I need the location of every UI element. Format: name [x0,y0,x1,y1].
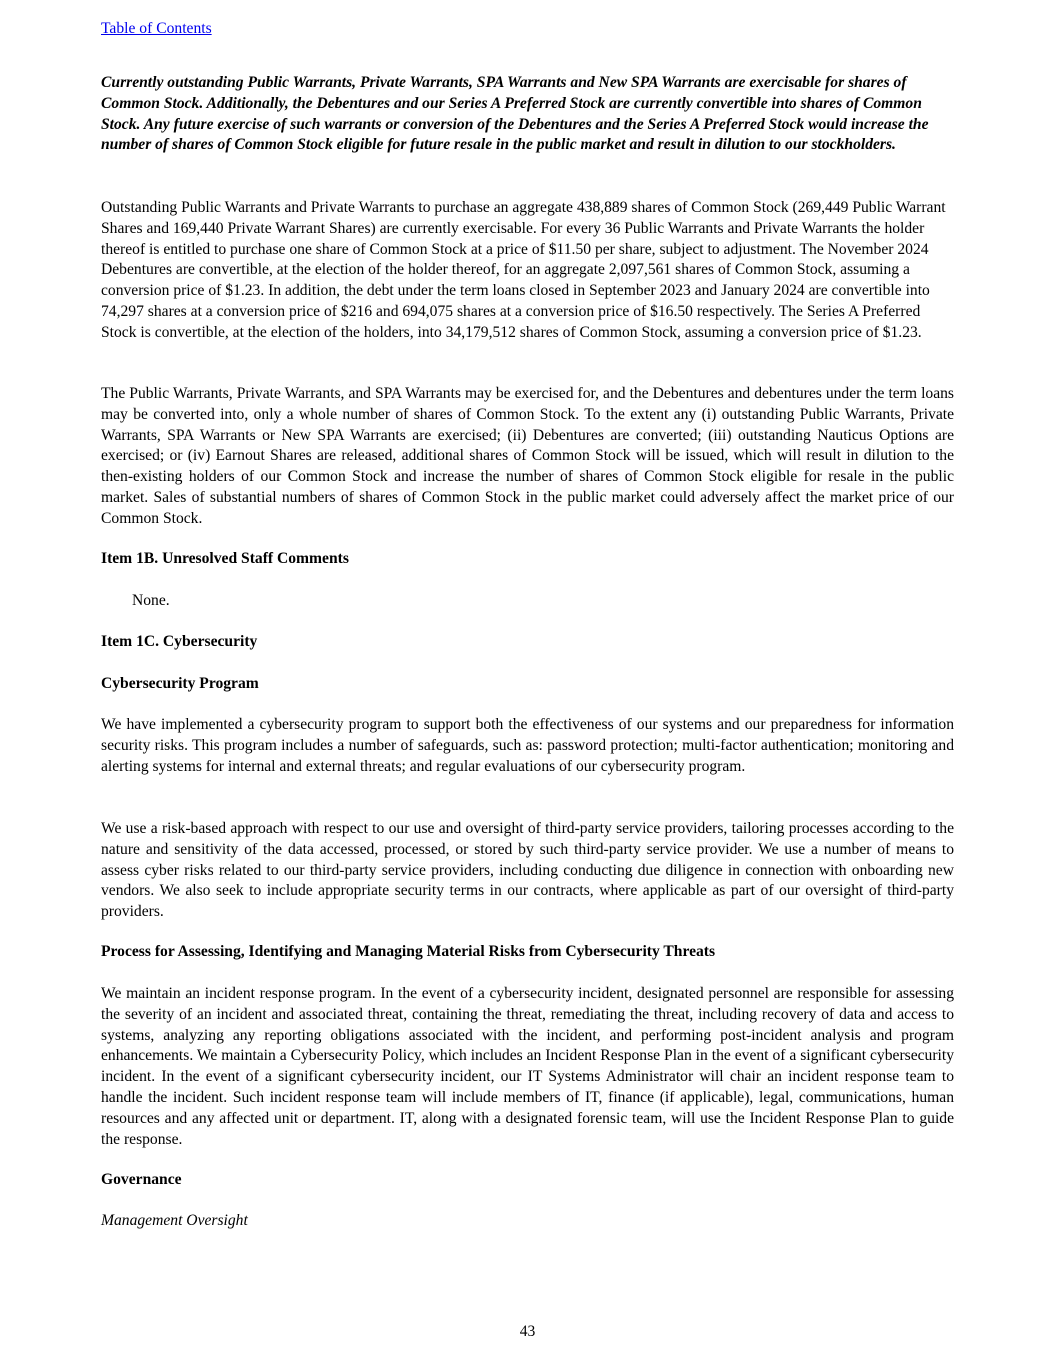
item-1b-body: None. [132,592,170,609]
governance-heading: Governance [101,1171,182,1188]
warrants-paragraph: Outstanding Public Warrants and Private Warrants to purchase an aggregate 438,889 shares of Common Stock (269,449 Public Warrant Shares and 169,440 Private Warrant Shares) are currently exercisable. For every 36 Public Warrants and Private Warrants the holder thereof is entitled to purchase one share of Common Stock at a price of $11.50 per share, subject to adjustment. The November 2024 Debentures are convertible, at the election of the holder thereof, for an aggregate 2,097,561 shares of Common Stock, assuming a conversion price of $1.23. In addition, the debt under the term loans closed in September 2023 and January 2024 are convertible into 74,297 shares at a conversion price of $216 and 694,075 shares at a conversion price of $16.50 respectively. The Series A Preferred Stock is convertible, at the election of the holders, into 34,179,512 shares of Common Stock, assuming a conversion price of $1.23. [101,199,946,341]
cybersecurity-program-paragraph: We have implemented a cybersecurity program to support both the effectiveness of our systems and our preparedness for information security risks. This program includes a number of safeguards, such as: password protection; multi-factor authentication; monitoring and alerting systems for internal and external threats; and regular evaluations of our cybersecurity program. [101,716,954,775]
item-1c-heading: Item 1C. Cybersecurity [101,633,258,650]
cybersecurity-program-heading: Cybersecurity Program [101,675,259,692]
incident-response-paragraph: We maintain an incident response program. In the event of a cybersecurity incident, designated personnel are responsible for assessing the severity of an incident and associated threat, containing the threat, remediating the threat, including recovery of data and access to systems, analyzing any reporting obligations associated with the incident, and performing post-incident analysis and program enhancements. We maintain a Cybersecurity Policy, which includes an Incident Response Plan in the event of a significant cybersecurity incident. In the event of a significant cybersecurity incident, our IT Systems Administrator will chair an incident response team to handle the incident. Such incident response team will include members of IT, finance (if applicable), legal, communications, human resources and any affected unit or department. IT, along with a designated forensic team, will use the Incident Response Plan to guide the response. [101,985,954,1148]
page-number: 43 [519,1323,536,1340]
management-oversight-subheading: Management Oversight [101,1212,248,1229]
third-party-paragraph: We use a risk-based approach with respect to our use and oversight of third-party service providers, tailoring processes according to the nature and sensitivity of the data accessed, processed, or stored by such third-party service provider. We use a number of means to assess cyber risks related to our third-party service providers, including conducting due diligence in connection with onboarding new vendors. We also seek to include appropriate security terms in our contracts, where applicable as part of our oversight of third-party providers. [101,820,954,921]
risk-factor-heading: Currently outstanding Public Warrants, Private Warrants, SPA Warrants and New SPA Warrants are exercisable for shares of Common Stock. Additionally, the Debentures and our Series A Preferred Stock are currently convertible into shares of Common Stock. Any future exercise of such warrants or conversion of the Debentures and the Series A Preferred Stock would increase the number of shares of Common Stock eligible for future resale in the public market and result in dilution to our stockholders. [101,74,929,154]
dilution-paragraph: The Public Warrants, Private Warrants, and SPA Warrants may be exercised for, and the Debentures and debentures under the term loans may be converted into, only a whole number of shares of Common Stock. To the extent any (i) outstanding Public Warrants, Private Warrants, SPA Warrants or New SPA Warrants are exercised; (ii) Debentures are converted; (iii) outstanding Nauticus Options are exercised; or (iv) Earnout Shares are released, additional shares of Common Stock will be issued, which will result in dilution to the then-existing holders of our Common Stock and increase the number of shares of Common Stock eligible for resale in the public market. Sales of substantial numbers of shares of Common Stock in the public market could adversely affect the market price of our Common Stock. [101,385,954,527]
process-heading: Process for Assessing, Identifying and Managing Material Risks from Cybersecurity Threats [101,943,716,960]
table-of-contents-link[interactable]: Table of Contents [101,20,212,37]
item-1b-heading: Item 1B. Unresolved Staff Comments [101,550,349,567]
